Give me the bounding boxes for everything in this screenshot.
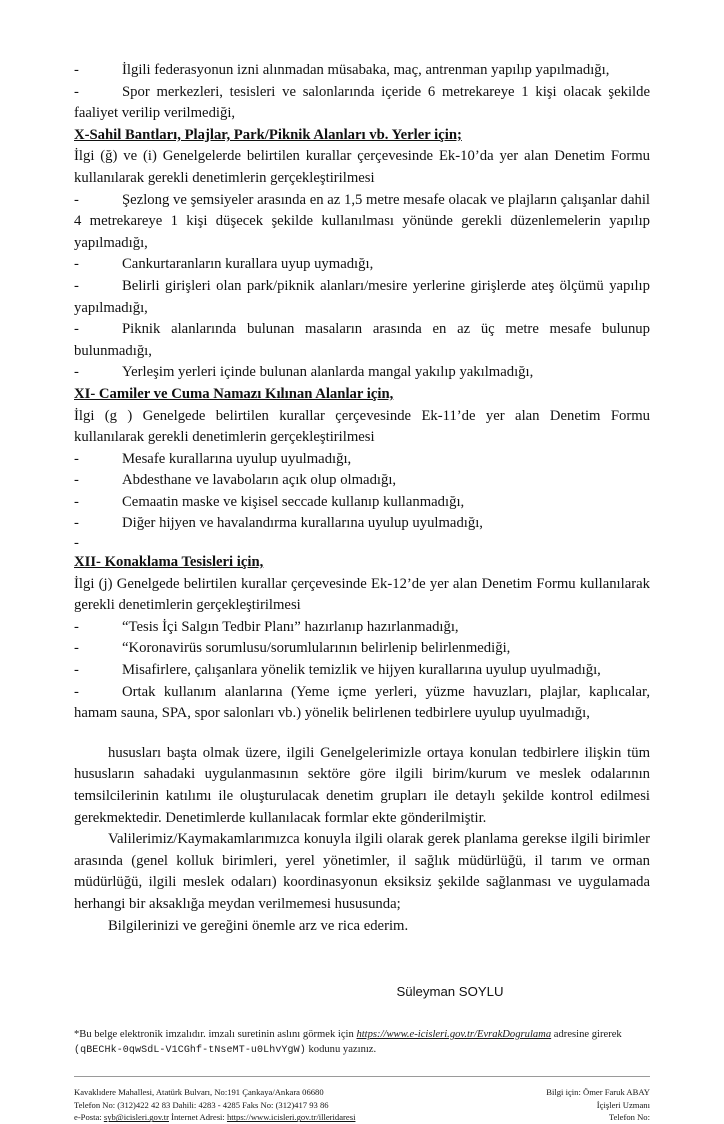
paragraph: Valilerimiz/Kaymakamlarımızca konuyla ilgili olarak gerek planlama gerekse ilgili birimler arasında (genel kolluk birimleri, yerel yönetimler, il sağlık müdürlüğü, il tarım ve orman müdürlüğü, ilgili meslek odaları) koordinasyonun eksiksiz şekilde sağlanması ve uygulamada herhangi bir aksaklığa meydan verilmemesi hususunda; <box>74 831 650 912</box>
bullet-dash: - <box>74 662 79 679</box>
bullet-item <box>74 449 650 471</box>
bullet-item <box>74 660 650 682</box>
paragraph: İlgi (g ) Genelgede belirtilen kurallar çerçevesinde Ek-11’de yer alan Denetim Formu kullanılarak gerekli denetimlerin gerçekleştirilmesi <box>74 407 650 446</box>
bullet-item <box>74 513 650 535</box>
bullet-item <box>74 254 650 276</box>
bullet-dash: - <box>74 493 79 510</box>
footer-phone-line: Telefon No: (312)422 42 83 Dahili: 4283 - 4285 Faks No: (312)417 93 86 <box>74 1099 329 1110</box>
vertical-spacer <box>74 725 650 743</box>
bullet-dash: - <box>74 83 79 100</box>
footer-left-column <box>74 1086 355 1124</box>
bullet-dash: - <box>74 472 79 489</box>
signer-name: Süleyman SOYLU <box>396 984 504 1000</box>
bullet-dash: - <box>74 515 79 532</box>
bullet-item <box>74 362 650 384</box>
verification-url-link[interactable]: https://www.e-icisleri.gov.tr/EvrakDogrulama <box>356 1029 552 1041</box>
footer-email-link[interactable]: syb@icisleri.gov.tr <box>103 1112 169 1123</box>
footer-contact-title: İçişleri Uzmanı <box>596 1099 650 1110</box>
page-footer <box>74 1086 650 1124</box>
bullet-item <box>74 470 650 492</box>
footer-contact-line <box>74 1111 355 1124</box>
bullet-item <box>74 638 650 660</box>
bullet-dash: - <box>74 450 79 467</box>
bullet-text: Yerleşim yerleri içinde bulunan alanlarda mangal yakılıp yakılmadığı, <box>122 364 534 381</box>
footer-email-label: e-Posta: <box>74 1112 104 1123</box>
bullet-item <box>74 682 650 725</box>
paragraph: İlgi (ğ) ve (i) Genelgelerde belirtilen kurallar çerçevesinde Ek-10’da yer alan Denetim Formu kullanılarak gerekli denetimlerin gerçekleştirilmesi <box>74 148 650 186</box>
verification-code: (qBECHk-0qwSdL-V1CGhf-tNseMT-u0LhvYgW) <box>74 1045 306 1057</box>
footer-divider <box>74 1076 650 1077</box>
bullet-dash: - <box>74 62 79 78</box>
paragraph: İlgi (j) Genelgede belirtilen kurallar çerçevesinde Ek-12’de yer alan Denetim Formu kullanılarak gerekli denetimlerin gerçekleştirilmesi <box>74 575 650 614</box>
bullet-text: Abdesthane ve lavaboların açık olup olmadığı, <box>122 472 397 489</box>
signature-block <box>74 983 650 1001</box>
bullet-item <box>74 60 650 82</box>
disclaimer-suffix-text: kodunu yazınız. <box>305 1044 377 1056</box>
bullet-text: “Koronavirüs sorumlusu/sorumlularının belirlenip belirlenmediği, <box>122 640 511 657</box>
footer-address: Kavaklıdere Mahallesi, Atatürk Bulvarı, No:191 Çankaya/Ankara 06680 <box>74 1087 324 1098</box>
stray-dash-mark: - <box>74 535 79 552</box>
bullet-text: Piknik alanlarında bulunan masaların arasında en az üç metre mesafe bulunup bulunmadığı, <box>74 321 650 359</box>
footer-web-label: İnternet Adresi: <box>168 1112 227 1123</box>
bullet-dash: - <box>74 256 79 273</box>
footer-right-column <box>546 1086 650 1124</box>
paragraph: Bilgilerinizi ve gereğini önemle arz ve rica ederim. <box>108 917 409 934</box>
bullet-item <box>74 276 650 319</box>
bullet-dash: - <box>74 277 79 294</box>
bullet-text: İlgili federasyonun izni alınmadan müsabaka, maç, antrenman yapılıp yapılmadığı, <box>122 62 610 78</box>
bullet-text: Belirli girişleri olan park/piknik alanları/mesire yerlerine girişlerde ateş ölçümü yapılıp yapılmadığı, <box>74 277 650 316</box>
body-block-list <box>74 60 650 937</box>
bullet-text: “Tesis İçi Salgın Tedbir Planı” hazırlanıp hazırlanmadığı, <box>122 618 459 635</box>
section-heading: XI- Camiler ve Cuma Namazı Kılınan Alanlar için, <box>74 385 394 402</box>
paragraph: hususları başta olmak üzere, ilgili Genelgelerimizle ortaya konulan tedbirlere ilişkin tüm hususların sahadaki uygulanmasının sektöre göre ilgili birim/kurum ve meslek odalarının temsilcilerinin katılımı ile oluşturulacak denetim grupları ile detaylı şekilde kontrol edilmesi gerekmektedir. Denetimlerde kullanılacak formlar ekte gönderilmiştir. <box>74 744 650 826</box>
bullet-text: Spor merkezleri, tesisleri ve salonlarında içeride 6 metrekareye 1 kişi olacak şekilde faaliyet verilip verilmediği, <box>74 83 650 122</box>
bullet-dash: - <box>74 191 79 208</box>
bullet-text: Ortak kullanım alanlarına (Yeme içme yerleri, yüzme havuzları, plajlar, kaplıcalar, hamam sauna, SPA, spor salonları vb.) yönelik belirlenen tedbirlere uyulup uyulmadığı, <box>74 683 650 722</box>
bullet-item <box>74 617 650 639</box>
bullet-text: Mesafe kurallarına uyulup uyulmadığı, <box>122 450 352 467</box>
bullet-text: Şezlong ve şemsiyeler arasında en az 1,5 metre mesafe olacak ve plajların çalışanlar dahil 4 metrekareye 1 kişi düşecek şekilde kullanılması yönünde gerekli düzenlemelerin yapılıp yapılmadığı, <box>74 191 650 251</box>
section-heading: XII- Konaklama Tesisleri için, <box>74 554 264 571</box>
bullet-dash: - <box>74 683 79 700</box>
document-body <box>74 60 650 1124</box>
bullet-item <box>74 492 650 514</box>
disclaimer-middle-text: adresine girerek <box>551 1029 622 1041</box>
section-heading: X-Sahil Bantları, Plajlar, Park/Piknik Alanları vb. Yerler için; <box>74 126 462 143</box>
footer-contact-person: Bilgi için: Ömer Faruk ABAY <box>546 1087 650 1098</box>
bullet-text: Diğer hijyen ve havalandırma kurallarına uyulup uyulmadığı, <box>122 515 483 532</box>
bullet-dash: - <box>74 640 79 657</box>
footer-website-link[interactable]: https://www.icisleri.gov.tr/illeridaresi <box>226 1112 356 1123</box>
bullet-item <box>74 190 650 255</box>
bullet-item <box>74 319 650 362</box>
footer-contact-phone: Telefon No: <box>608 1112 650 1123</box>
bullet-dash: - <box>74 321 79 338</box>
bullet-text: Cankurtaranların kurallara uyup uymadığı, <box>122 256 374 273</box>
disclaimer-prefix-text: *Bu belge elektronik imzalıdır. imzalı suretinin aslını görmek için <box>74 1029 357 1041</box>
bullet-text: Cemaatin maske ve kişisel seccade kullanıp kullanmadığı, <box>122 493 465 510</box>
bullet-dash: - <box>74 364 79 381</box>
bullet-text: Misafirlere, çalışanlara yönelik temizlik ve hijyen kurallarına uyulup uyulmadığı, <box>122 662 601 679</box>
bullet-dash: - <box>74 618 79 635</box>
esignature-disclaimer <box>74 1027 650 1058</box>
bullet-item <box>74 82 650 125</box>
